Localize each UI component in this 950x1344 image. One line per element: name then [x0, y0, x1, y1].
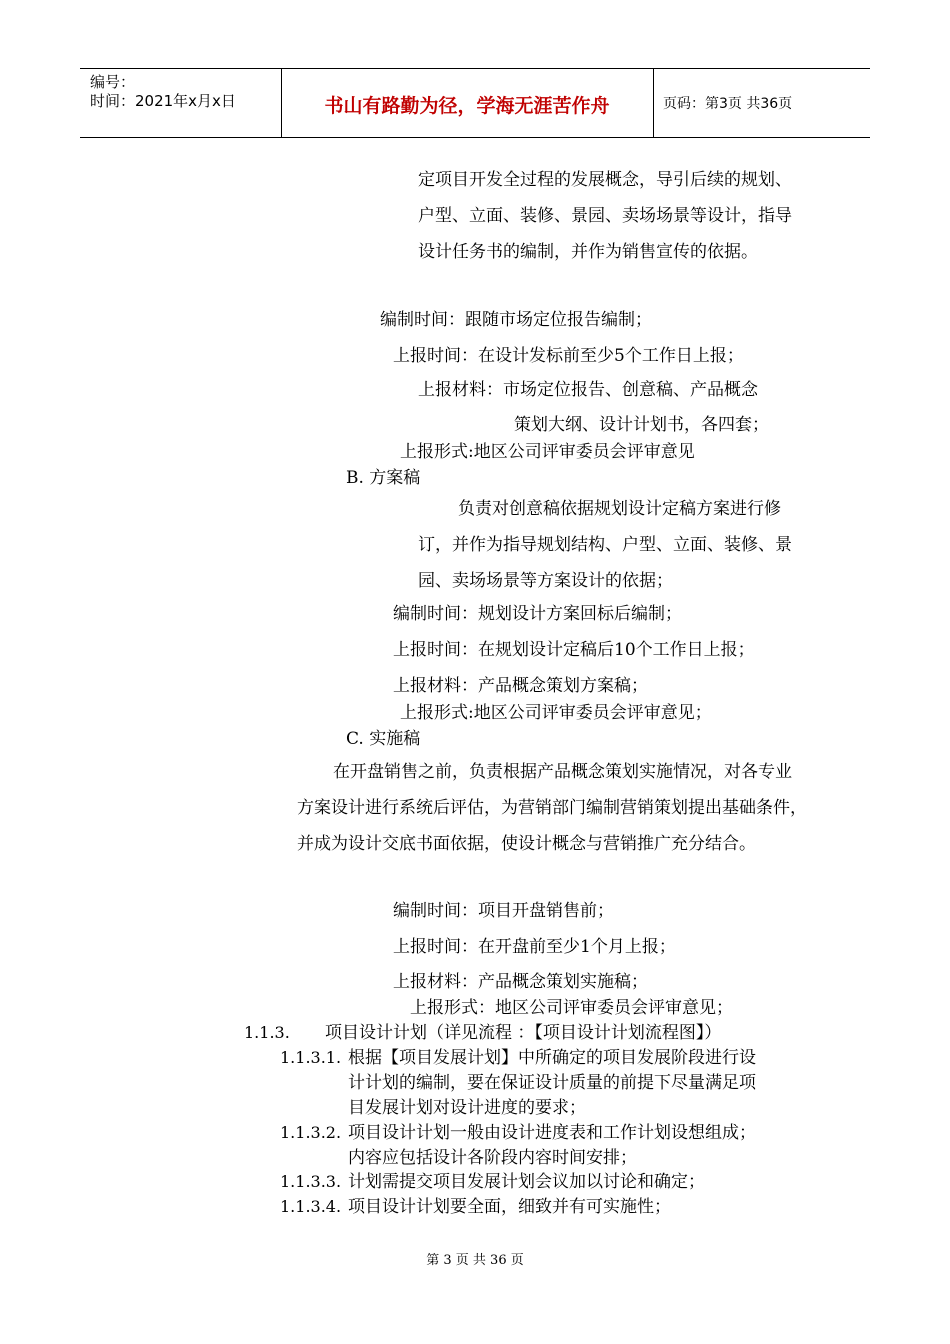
subsection-text: 项目设计计划要全面，细致并有可实施性； [348, 1197, 671, 1217]
a-report-materials: 上报材料：市场定位报告、创意稿、产品概念 [418, 380, 758, 400]
subsection-text: 计划需提交项目发展计划会议加以讨论和确定； [348, 1172, 705, 1192]
header-meta [90, 73, 236, 111]
a-report-materials-cont: 策划大纲、设计计划书，各四套； [514, 415, 769, 435]
subsection-number: 1.1.3.4. [280, 1197, 342, 1216]
paragraph-concept: 定项目开发全过程的发展概念，导引后续的规划、户型、立面、装修、景园、卖场场景等设计，指导设计任务书的编制，并作为销售宣传的依据。 [418, 170, 792, 262]
section-number: 1.1.3. [244, 1023, 290, 1042]
header-motto: 书山有路勤为径，学海无涯苦作舟 [324, 95, 610, 117]
b-compile-time: 编制时间：规划设计方案回标后编制； [393, 604, 682, 624]
c-compile-time: 编制时间：项目开盘销售前； [393, 901, 614, 921]
subsection-number: 1.1.3.3. [280, 1172, 342, 1191]
c-report-time: 上报时间：在开盘前至少1个月上报； [393, 937, 676, 957]
page-header [80, 68, 870, 138]
a-compile-time: 编制时间：跟随市场定位报告编制； [380, 310, 652, 330]
page-footer: 第 3 页 共 36 页 [426, 1253, 524, 1268]
section-c-heading: C. 实施稿 [346, 729, 421, 749]
section-b-paragraph: 负责对创意稿依据规划设计定稿方案进行修订，并作为指导规划结构、户型、立面、装修、景园、卖场场景等方案设计的依据； [418, 499, 792, 591]
subsection-number: 1.1.3.2. [280, 1123, 342, 1142]
a-report-form: 上报形式:地区公司评审委员会评审意见 [400, 442, 695, 462]
subsection-text: 内容应包括设计各阶段内容时间安排； [348, 1148, 637, 1168]
document-number: 编号： [90, 73, 136, 91]
a-report-time: 上报时间：在设计发标前至少5个工作日上报； [393, 346, 744, 366]
b-report-form: 上报形式:地区公司评审委员会评审意见； [400, 703, 712, 723]
subsection-number: 1.1.3.1. [280, 1048, 342, 1067]
header-page-info: 页码：第3页 共36页 [663, 96, 793, 112]
subsection-text: 根据【项目发展计划】中所确定的项目发展阶段进行设 [348, 1048, 756, 1068]
section-c-paragraph: 在开盘销售之前，负责根据产品概念策划实施情况，对各专业方案设计进行系统后评估，为营销部门编制营销策划提出基础条件，并成为设计交底书面依据，使设计概念与营销推广充分结合。 [297, 762, 807, 854]
c-report-materials: 上报材料：产品概念策划实施稿； [393, 972, 648, 992]
b-report-materials: 上报材料：产品概念策划方案稿； [393, 676, 648, 696]
subsection-text: 项目设计计划一般由设计进度表和工作计划设想组成； [348, 1123, 756, 1143]
section-title: 项目设计计划（详见流程 ：【项目设计计划流程图】） [325, 1023, 722, 1043]
document-date: 时间：2021年x月x日 [90, 92, 236, 110]
subsection-text: 目发展计划对设计进度的要求； [348, 1098, 586, 1118]
b-report-time: 上报时间：在规划设计定稿后10个工作日上报； [393, 640, 755, 660]
section-b-heading: B. 方案稿 [346, 468, 421, 488]
c-report-form: 上报形式：地区公司评审委员会评审意见； [410, 998, 733, 1018]
subsection-text: 计计划的编制，要在保证设计质量的前提下尽量满足项 [348, 1073, 756, 1093]
header-divider [653, 69, 654, 137]
